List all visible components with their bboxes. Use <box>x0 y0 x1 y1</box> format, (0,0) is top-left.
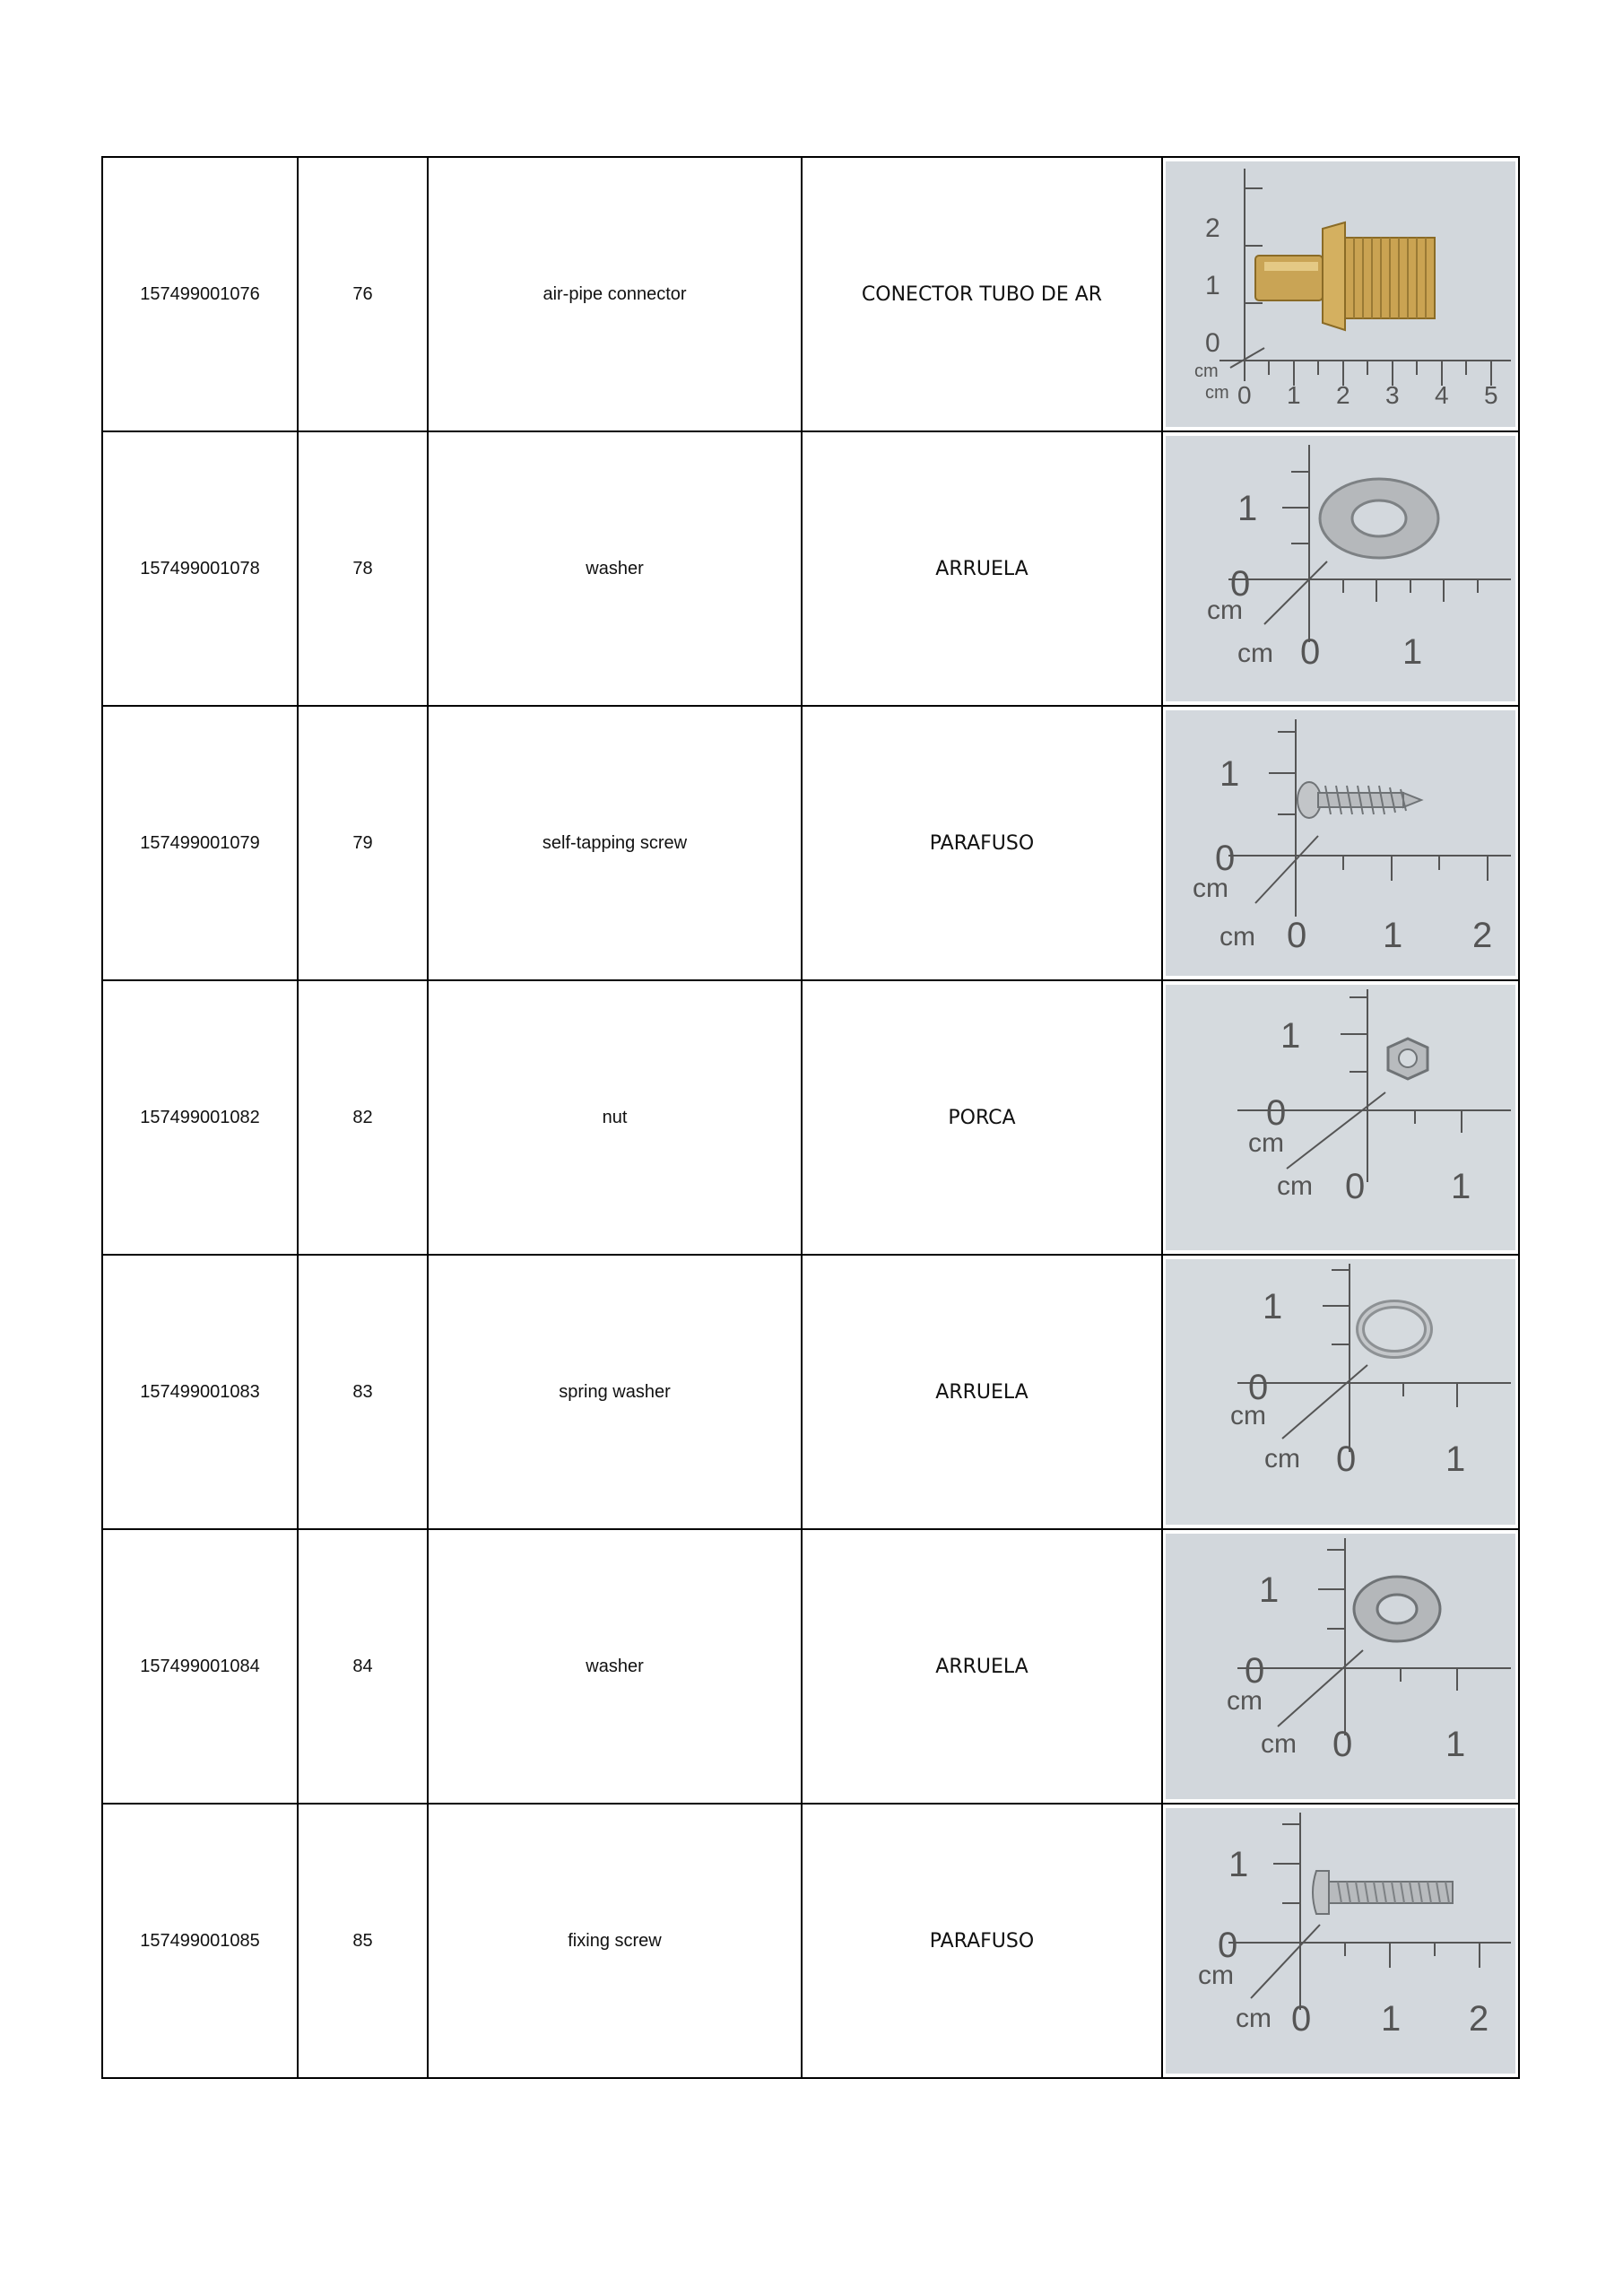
position-number-cell: 82 <box>298 980 428 1255</box>
part-code-cell: 157499001084 <box>102 1529 298 1804</box>
english-description-cell: self-tapping screw <box>428 706 802 980</box>
axis-unit-label: cm <box>1277 1171 1313 1201</box>
y-tick-label: 1 <box>1280 1016 1301 1056</box>
english-description-cell: washer <box>428 431 802 706</box>
y-tick-label: 0 <box>1266 1093 1287 1133</box>
x-tick-label: 0 <box>1300 632 1321 672</box>
axis-unit-label: cm <box>1205 383 1229 403</box>
table-row <box>102 980 1519 1255</box>
y-tick-label: 0 <box>1205 328 1220 358</box>
part-code-cell: 157499001079 <box>102 706 298 980</box>
fixing-screw-photo <box>1166 1808 1515 2074</box>
portuguese-description-cell: PARAFUSO <box>802 706 1162 980</box>
part-code-cell: 157499001085 <box>102 1804 298 2078</box>
part-photo-cell <box>1162 706 1519 980</box>
y-tick-label: 1 <box>1219 754 1240 794</box>
y-tick-label: 0 <box>1215 839 1236 878</box>
y-tick-label: 0 <box>1230 564 1251 604</box>
english-description-cell: fixing screw <box>428 1804 802 2078</box>
y-tick-label: 0 <box>1248 1368 1269 1407</box>
part-photo-cell <box>1162 980 1519 1255</box>
portuguese-description-cell: CONECTOR TUBO DE AR <box>802 157 1162 431</box>
flat-washer-photo <box>1166 436 1515 701</box>
position-number-cell: 85 <box>298 1804 428 2078</box>
x-tick-label: 1 <box>1383 916 1403 955</box>
y-tick-label: 1 <box>1263 1287 1283 1326</box>
axis-unit-label: cm <box>1230 1401 1266 1431</box>
flat-washer-photo <box>1166 1534 1515 1799</box>
self-tapping-screw-photo <box>1166 710 1515 976</box>
x-tick-label: 1 <box>1451 1167 1471 1206</box>
part-photo-cell <box>1162 1529 1519 1804</box>
part-code-cell: 157499001078 <box>102 431 298 706</box>
axis-unit-label: cm <box>1219 922 1255 952</box>
axis-unit-label: cm <box>1193 874 1228 903</box>
part-code-cell: 157499001083 <box>102 1255 298 1529</box>
axis-unit-label: cm <box>1264 1444 1300 1474</box>
x-tick-label: 1 <box>1381 1999 1402 2039</box>
y-tick-label: 0 <box>1218 1926 1238 1965</box>
x-tick-label: 0 <box>1287 916 1307 955</box>
position-number-cell: 78 <box>298 431 428 706</box>
table-row <box>102 1804 1519 2078</box>
axis-unit-label: cm <box>1237 639 1273 668</box>
axis-unit-label: cm <box>1207 596 1243 625</box>
x-tick-label: 0 <box>1332 1725 1353 1764</box>
table-row <box>102 157 1519 431</box>
x-tick-label: 0 <box>1345 1167 1366 1206</box>
x-tick-label: 1 <box>1445 1439 1466 1479</box>
position-number-cell: 84 <box>298 1529 428 1804</box>
y-tick-label: 0 <box>1245 1651 1265 1691</box>
y-tick-label: 1 <box>1259 1570 1280 1610</box>
english-description-cell: air-pipe connector <box>428 157 802 431</box>
portuguese-description-cell: ARRUELA <box>802 431 1162 706</box>
table-row <box>102 1255 1519 1529</box>
position-number-cell: 76 <box>298 157 428 431</box>
x-tick-label: 0 <box>1237 381 1252 409</box>
axis-unit-label: cm <box>1248 1128 1284 1158</box>
axis-unit-label: cm <box>1227 1686 1263 1716</box>
english-description-cell: spring washer <box>428 1255 802 1529</box>
y-tick-label: 1 <box>1228 1845 1249 1884</box>
part-photo-cell <box>1162 1255 1519 1529</box>
x-tick-label: 2 <box>1469 1999 1489 2039</box>
table-row <box>102 431 1519 706</box>
portuguese-description-cell: PORCA <box>802 980 1162 1255</box>
part-photo-cell <box>1162 1804 1519 2078</box>
table-row <box>102 1529 1519 1804</box>
x-tick-label: 0 <box>1336 1439 1357 1479</box>
english-description-cell: nut <box>428 980 802 1255</box>
portuguese-description-cell: PARAFUSO <box>802 1804 1162 2078</box>
x-tick-label: 5 <box>1484 381 1498 409</box>
part-photo-cell <box>1162 157 1519 431</box>
x-tick-label: 1 <box>1445 1725 1466 1764</box>
spring-washer-photo <box>1166 1259 1515 1525</box>
hex-nut-photo <box>1166 985 1515 1250</box>
part-code-cell: 157499001076 <box>102 157 298 431</box>
x-tick-label: 1 <box>1287 381 1301 409</box>
brass-air-pipe-connector-photo <box>1166 161 1515 427</box>
y-tick-label: 1 <box>1237 489 1258 528</box>
table-row <box>102 706 1519 980</box>
portuguese-description-cell: ARRUELA <box>802 1529 1162 1804</box>
x-tick-label: 0 <box>1291 1999 1312 2039</box>
axis-unit-label: cm <box>1236 2004 1271 2033</box>
x-tick-label: 1 <box>1402 632 1423 672</box>
x-tick-label: 2 <box>1336 381 1350 409</box>
y-tick-label: 2 <box>1205 213 1220 243</box>
part-code-cell: 157499001082 <box>102 980 298 1255</box>
y-tick-label: 1 <box>1205 271 1220 300</box>
position-number-cell: 83 <box>298 1255 428 1529</box>
x-tick-label: 4 <box>1435 381 1449 409</box>
x-tick-label: 3 <box>1385 381 1400 409</box>
part-photo-cell <box>1162 431 1519 706</box>
x-tick-label: 2 <box>1472 916 1493 955</box>
axis-unit-label: cm <box>1194 361 1219 381</box>
axis-unit-label: cm <box>1261 1729 1297 1759</box>
english-description-cell: washer <box>428 1529 802 1804</box>
parts-table <box>101 156 1520 2079</box>
axis-unit-label: cm <box>1198 1961 1234 1990</box>
position-number-cell: 79 <box>298 706 428 980</box>
portuguese-description-cell: ARRUELA <box>802 1255 1162 1529</box>
